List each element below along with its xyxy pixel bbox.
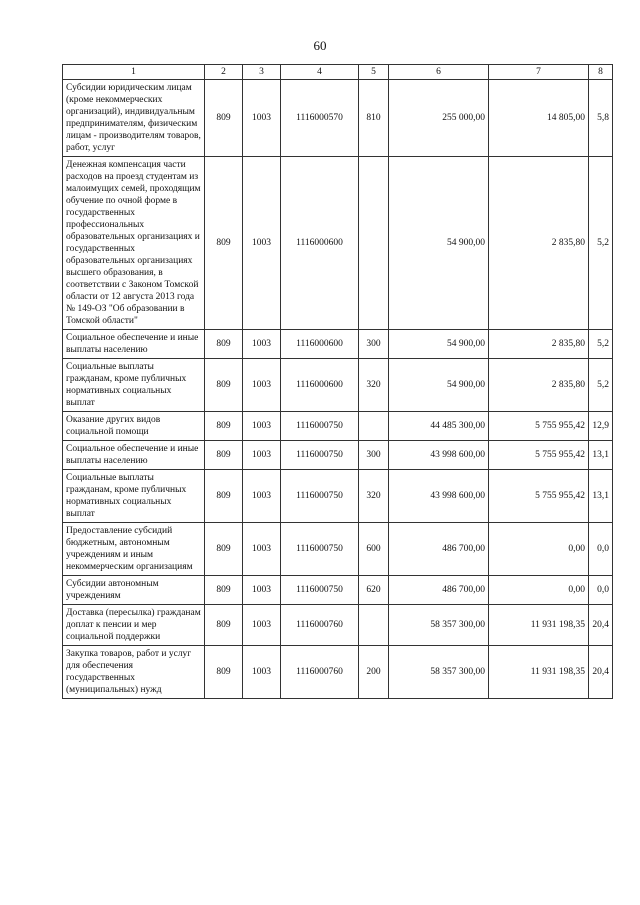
target-article-code: 1116000760 — [281, 605, 359, 646]
table-row — [63, 470, 613, 523]
target-article-code: 1116000750 — [281, 523, 359, 576]
executed-amount: 11 931 198,35 — [489, 605, 589, 646]
table-row — [63, 576, 613, 605]
ministry-code: 809 — [205, 470, 243, 523]
planned-amount: 54 900,00 — [389, 359, 489, 412]
executed-amount: 14 805,00 — [489, 80, 589, 157]
ministry-code: 809 — [205, 80, 243, 157]
expense-name: Социальные выплаты гражданам, кроме публичных нормативных социальных выплат — [63, 470, 205, 523]
column-header: 3 — [243, 65, 281, 80]
table-row — [63, 523, 613, 576]
expense-type-code: 300 — [359, 441, 389, 470]
section-code: 1003 — [243, 470, 281, 523]
target-article-code: 1116000750 — [281, 470, 359, 523]
ministry-code: 809 — [205, 441, 243, 470]
planned-amount: 58 357 300,00 — [389, 646, 489, 699]
executed-amount: 5 755 955,42 — [489, 441, 589, 470]
ministry-code: 809 — [205, 646, 243, 699]
section-code: 1003 — [243, 359, 281, 412]
expense-type-code: 320 — [359, 359, 389, 412]
table-row — [63, 605, 613, 646]
expense-name: Денежная компенсация части расходов на проезд студентам из малоимущих семей, проходящим обучение по очной форме в государственных профессиональных образовательных организациях и государственных образовательных организациях высшего образования, в соответствии с Законом Томской области от 12 августа 2013 года № 149-ОЗ "Об образовании в Томской области" — [63, 157, 205, 330]
expense-name: Оказание других видов социальной помощи — [63, 412, 205, 441]
page-number: 60 — [313, 38, 327, 53]
expense-name: Социальное обеспечение и иные выплаты населению — [63, 330, 205, 359]
execution-percent: 20,4 — [589, 605, 613, 646]
expense-name: Субсидии автономным учреждениям — [63, 576, 205, 605]
planned-amount: 58 357 300,00 — [389, 605, 489, 646]
table-row — [63, 441, 613, 470]
expense-type-code: 600 — [359, 523, 389, 576]
execution-percent: 5,2 — [589, 330, 613, 359]
execution-percent: 13,1 — [589, 470, 613, 523]
execution-percent: 0,0 — [589, 523, 613, 576]
planned-amount: 54 900,00 — [389, 157, 489, 330]
ministry-code: 809 — [205, 157, 243, 330]
planned-amount: 43 998 600,00 — [389, 470, 489, 523]
expense-name: Доставка (пересылка) гражданам доплат к пенсии и мер социальной поддержки — [63, 605, 205, 646]
planned-amount: 486 700,00 — [389, 576, 489, 605]
section-code: 1003 — [243, 605, 281, 646]
expense-type-code: 620 — [359, 576, 389, 605]
executed-amount: 2 835,80 — [489, 359, 589, 412]
planned-amount: 486 700,00 — [389, 523, 489, 576]
section-code: 1003 — [243, 646, 281, 699]
planned-amount: 43 998 600,00 — [389, 441, 489, 470]
expense-type-code — [359, 605, 389, 646]
column-header: 7 — [489, 65, 589, 80]
executed-amount: 2 835,80 — [489, 157, 589, 330]
executed-amount: 5 755 955,42 — [489, 470, 589, 523]
planned-amount: 255 000,00 — [389, 80, 489, 157]
executed-amount: 2 835,80 — [489, 330, 589, 359]
planned-amount: 54 900,00 — [389, 330, 489, 359]
expense-name: Закупка товаров, работ и услуг для обеспечения государственных (муниципальных) нужд — [63, 646, 205, 699]
table-row — [63, 330, 613, 359]
target-article-code: 1116000600 — [281, 330, 359, 359]
execution-percent: 13,1 — [589, 441, 613, 470]
column-header: 5 — [359, 65, 389, 80]
header-row — [63, 65, 613, 80]
execution-percent: 20,4 — [589, 646, 613, 699]
ministry-code: 809 — [205, 330, 243, 359]
ministry-code: 809 — [205, 576, 243, 605]
target-article-code: 1116000760 — [281, 646, 359, 699]
expense-type-code: 200 — [359, 646, 389, 699]
expense-type-code — [359, 412, 389, 441]
execution-percent: 0,0 — [589, 576, 613, 605]
execution-percent: 12,9 — [589, 412, 613, 441]
table-row — [63, 80, 613, 157]
target-article-code: 1116000600 — [281, 359, 359, 412]
section-code: 1003 — [243, 157, 281, 330]
column-header: 2 — [205, 65, 243, 80]
expense-type-code: 810 — [359, 80, 389, 157]
executed-amount: 11 931 198,35 — [489, 646, 589, 699]
executed-amount: 0,00 — [489, 576, 589, 605]
section-code: 1003 — [243, 576, 281, 605]
expense-type-code — [359, 157, 389, 330]
section-code: 1003 — [243, 441, 281, 470]
expense-name: Социальное обеспечение и иные выплаты населению — [63, 441, 205, 470]
column-header: 1 — [63, 65, 205, 80]
ministry-code: 809 — [205, 359, 243, 412]
column-header: 4 — [281, 65, 359, 80]
execution-percent: 5,2 — [589, 157, 613, 330]
section-code: 1003 — [243, 330, 281, 359]
column-header: 6 — [389, 65, 489, 80]
section-code: 1003 — [243, 80, 281, 157]
planned-amount: 44 485 300,00 — [389, 412, 489, 441]
ministry-code: 809 — [205, 523, 243, 576]
expense-name: Субсидии юридическим лицам (кроме некоммерческих организаций), индивидуальным предпринимателям, физическим лицам - производителям товаров, работ, услуг — [63, 80, 205, 157]
executed-amount: 5 755 955,42 — [489, 412, 589, 441]
section-code: 1003 — [243, 412, 281, 441]
budget-table — [62, 64, 613, 699]
expense-type-code: 300 — [359, 330, 389, 359]
target-article-code: 1116000570 — [281, 80, 359, 157]
execution-percent: 5,8 — [589, 80, 613, 157]
ministry-code: 809 — [205, 605, 243, 646]
table-row — [63, 646, 613, 699]
expense-type-code: 320 — [359, 470, 389, 523]
ministry-code: 809 — [205, 412, 243, 441]
table-row — [63, 359, 613, 412]
section-code: 1003 — [243, 523, 281, 576]
table-row — [63, 412, 613, 441]
expense-name: Социальные выплаты гражданам, кроме публичных нормативных социальных выплат — [63, 359, 205, 412]
target-article-code: 1116000750 — [281, 576, 359, 605]
executed-amount: 0,00 — [489, 523, 589, 576]
target-article-code: 1116000600 — [281, 157, 359, 330]
expense-name: Предоставление субсидий бюджетным, автономным учреждениям и иным некоммерческим организациям — [63, 523, 205, 576]
table-row — [63, 157, 613, 330]
target-article-code: 1116000750 — [281, 412, 359, 441]
execution-percent: 5,2 — [589, 359, 613, 412]
target-article-code: 1116000750 — [281, 441, 359, 470]
column-header: 8 — [589, 65, 613, 80]
